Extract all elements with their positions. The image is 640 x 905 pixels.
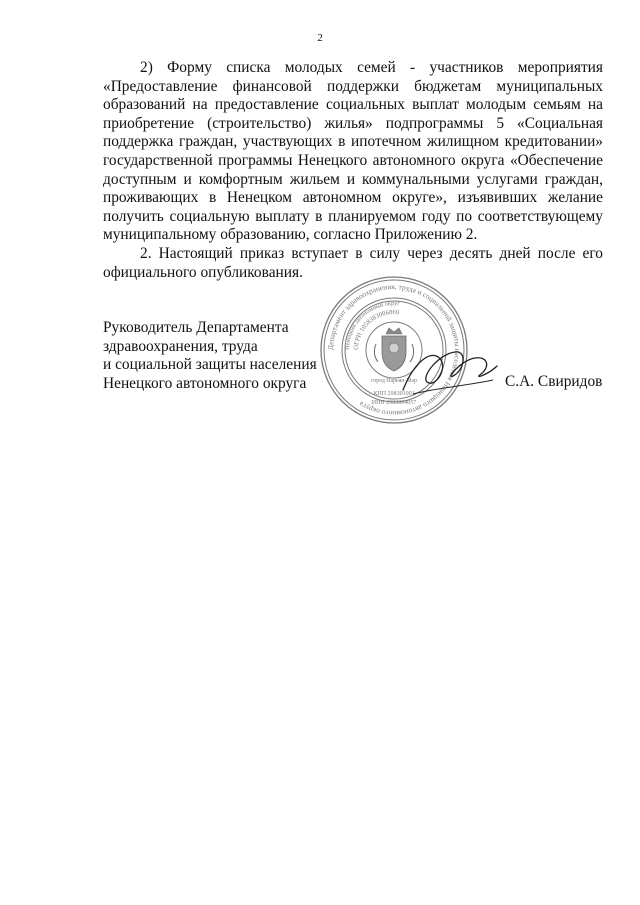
paragraph: 2) Форму списка молодых семей - участников мероприятия «Предоставление финансовой поддержки бюджетам муниципальных образований на предоставление социальных выплат молодым семьям на приобретение (строительство) жилья» подпрограммы 5 «Социальная поддержка граждан, участвующих в ипотечном жилищном кредитовании» государственной программы Ненецкого автономного округа «Обеспечение доступным и комфортным жильем и коммунальными услугами граждан, проживающих в Ненецком автономном округе», изъявивших желание получить социальную выплату в планируемом году по соответствующему муниципальному образованию, согласно Приложению 2. [103, 59, 603, 244]
stamp-city: город Нарьян-Мар [371, 378, 417, 384]
signature-block [103, 319, 343, 393]
signer-position-line: здравоохранения, труда [103, 337, 258, 355]
paragraph: 2. Настоящий приказ вступает в силу через десять дней после его официального опубликования. [103, 244, 603, 281]
handwritten-signature [395, 330, 505, 410]
document-body [103, 59, 603, 282]
signer-position-line: и социальной защиты населения [103, 356, 317, 374]
stamp-outer-text: Департамент здравоохранения, труда и социальной защиты населения Ненецкого автономного округа [325, 281, 463, 419]
signer-position-line: Ненецкого автономного округа [103, 374, 307, 392]
stamp-inner-text: Ненецкий автономный округ [343, 299, 401, 351]
stamp-ogrn: ОГРН 1058383006869 [352, 308, 400, 351]
signer-name: С.А. Свиридов [505, 373, 603, 390]
page-number: 2 [317, 32, 323, 44]
stamp-inn: ИНН 2983004057 [371, 400, 417, 406]
signer-position-line: Руководитель Департамента [103, 319, 289, 336]
stamp-kpp: КПП 298301001 [373, 391, 415, 397]
